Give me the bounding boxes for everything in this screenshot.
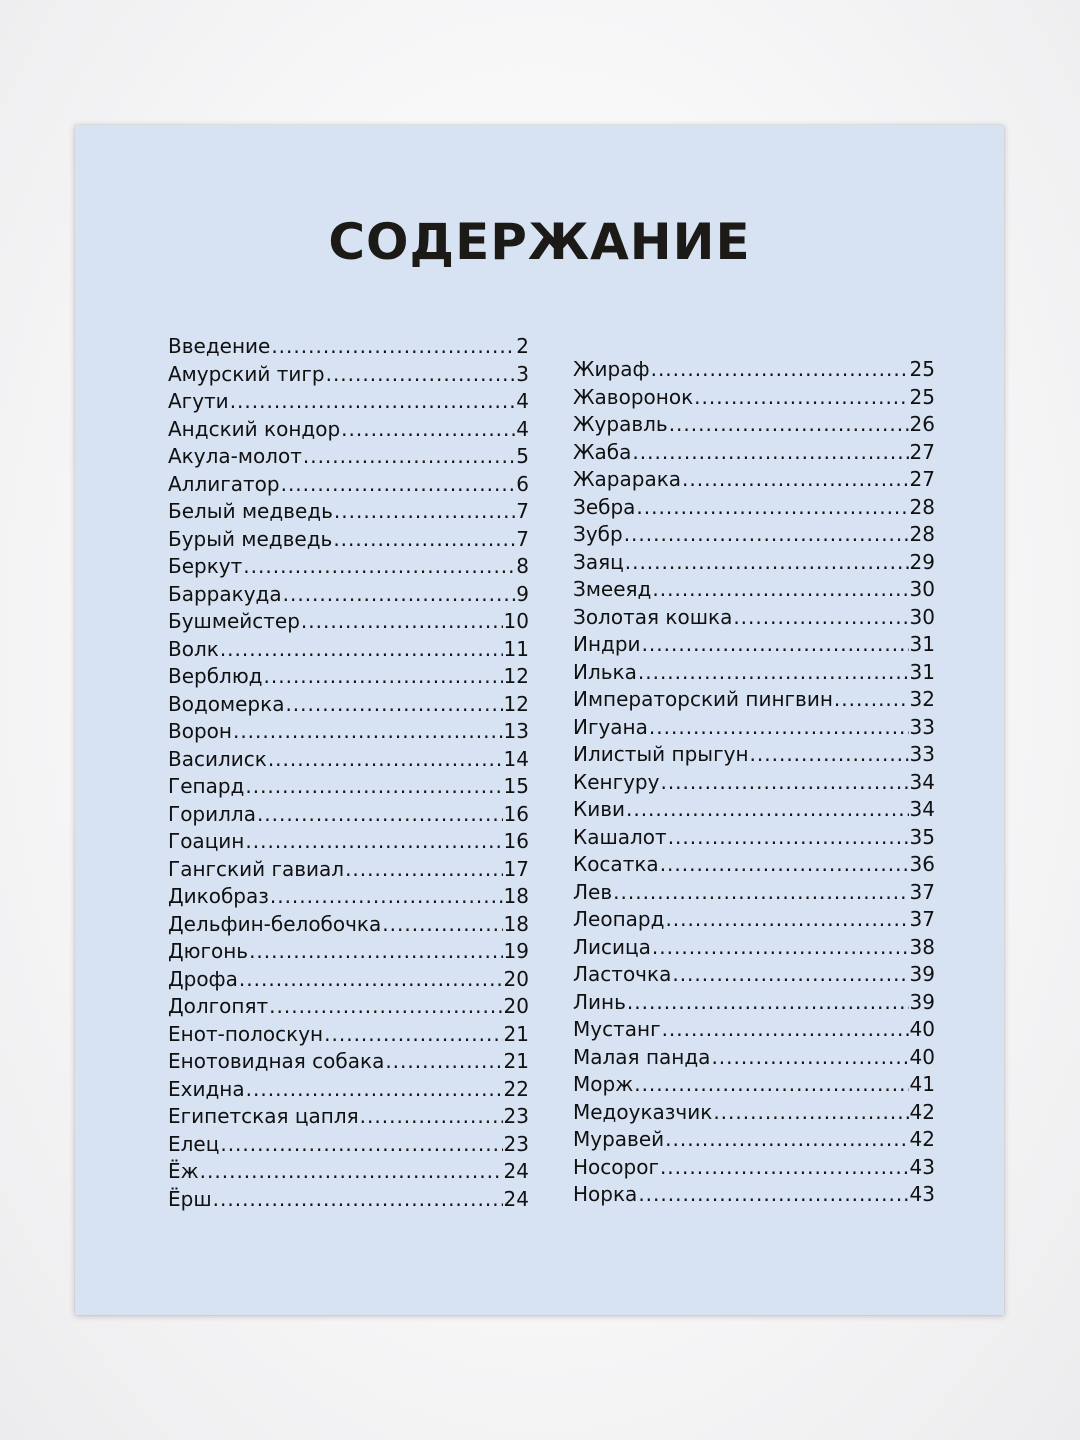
toc-entry-page: 39 <box>909 989 935 1014</box>
toc-entry-name: Журавль <box>573 412 668 436</box>
toc-entry-name: Гепард <box>168 774 245 798</box>
toc-entry <box>573 879 935 907</box>
toc-entry <box>168 636 529 664</box>
toc-entry-page: 10 <box>503 609 529 633</box>
toc-entry-name: Зубр <box>573 522 623 546</box>
toc-entry <box>168 883 529 911</box>
toc-entry <box>573 824 935 852</box>
toc-dot-leader <box>638 659 909 687</box>
toc-entry-name: Лисица <box>573 934 651 959</box>
toc-entry <box>573 494 935 522</box>
toc-entry-name: Киви <box>573 797 625 821</box>
toc-entry <box>168 581 529 609</box>
toc-entry-name: Ехидна <box>168 1076 245 1101</box>
toc-entry-name: Ёж <box>168 1159 199 1183</box>
toc-entry-name: Андский кондор <box>168 416 341 441</box>
toc-entry <box>573 604 935 632</box>
toc-entry-name: Египетская цапля <box>168 1104 359 1128</box>
toc-entry-name: Илька <box>573 659 637 684</box>
toc-entry-page: 16 <box>503 801 529 826</box>
toc-entry <box>573 1181 935 1209</box>
toc-dot-leader <box>245 828 502 856</box>
toc-entry-name: Агути <box>168 389 229 413</box>
toc-dot-leader <box>360 1103 503 1131</box>
toc-entry <box>168 333 529 361</box>
toc-entry-page: 27 <box>909 467 935 491</box>
toc-dot-leader <box>326 361 516 389</box>
toc-entry-name: Верблюд <box>168 664 263 688</box>
toc-entry-name: Ласточка <box>573 962 672 986</box>
toc-dot-leader <box>713 1099 908 1127</box>
toc-entry-page: 6 <box>516 471 529 496</box>
toc-dot-leader <box>733 604 908 632</box>
toc-entry <box>168 1158 529 1186</box>
toc-dot-leader <box>341 416 515 444</box>
toc-entry <box>168 1186 529 1214</box>
toc-dot-leader <box>269 993 502 1021</box>
toc-dot-leader <box>632 439 908 467</box>
toc-entry-page: 33 <box>909 742 935 766</box>
toc-dot-leader <box>220 636 503 664</box>
toc-entry <box>573 1016 935 1044</box>
toc-entry-name: Малая панда <box>573 1044 711 1069</box>
toc-entry <box>573 439 935 467</box>
toc-entry <box>573 411 935 439</box>
toc-entry-page: 32 <box>909 687 935 711</box>
toc-entry-page: 28 <box>909 522 935 546</box>
toc-entry-page: 26 <box>909 412 935 436</box>
toc-dot-leader <box>642 631 909 659</box>
toc-entry <box>573 934 935 962</box>
toc-entry-page: 8 <box>516 554 529 578</box>
toc-dot-leader <box>694 384 908 412</box>
toc-entry-page: 40 <box>909 1017 935 1041</box>
toc-entry-page: 20 <box>503 966 529 991</box>
toc-entry-page: 25 <box>909 357 935 381</box>
toc-entry <box>168 718 529 746</box>
toc-dot-leader <box>382 911 502 939</box>
toc-entry-name: Аллигатор <box>168 471 280 496</box>
toc-column-left <box>168 333 529 1213</box>
toc-entry <box>573 741 935 769</box>
toc-entry-page: 7 <box>516 526 529 551</box>
toc-entry-page: 30 <box>909 604 935 629</box>
toc-dot-leader <box>385 1048 502 1076</box>
toc-dot-leader <box>660 769 908 797</box>
toc-entry <box>573 961 935 989</box>
toc-entry-page: 18 <box>503 884 529 908</box>
toc-entry <box>573 631 935 659</box>
toc-dot-leader <box>651 356 909 384</box>
toc-entry-name: Долгопят <box>168 994 269 1018</box>
toc-entry-page: 42 <box>909 1127 935 1151</box>
toc-dot-leader <box>625 549 909 577</box>
toc-entry-page: 31 <box>909 659 935 684</box>
toc-entry-page: 2 <box>516 334 529 358</box>
toc-dot-leader <box>627 989 909 1017</box>
toc-entry-name: Введение <box>168 334 271 358</box>
toc-entry <box>573 521 935 549</box>
toc-dot-leader <box>652 576 908 604</box>
toc-entry <box>168 856 529 884</box>
toc-entry-name: Енот-полоскун <box>168 1021 324 1046</box>
toc-entry-page: 24 <box>503 1159 529 1183</box>
toc-dot-leader <box>301 608 503 636</box>
toc-entry-name: Дикобраз <box>168 884 269 908</box>
toc-entry-page: 36 <box>909 852 935 876</box>
toc-entry-name: Жираф <box>573 357 650 381</box>
toc-entry-name: Змееяд <box>573 577 652 601</box>
toc-entry-name: Жаворонок <box>573 384 694 409</box>
toc-entry-page: 4 <box>516 416 529 441</box>
toc-entry-name: Лев <box>573 879 613 904</box>
toc-entry-name: Муравей <box>573 1127 665 1151</box>
toc-entry-page: 31 <box>909 632 935 656</box>
toc-entry-page: 43 <box>909 1182 935 1206</box>
toc-entry-name: Гоацин <box>168 829 245 853</box>
toc-entry-page: 41 <box>909 1072 935 1096</box>
toc-entry <box>573 549 935 577</box>
toc-entry-page: 5 <box>516 444 529 468</box>
toc-entry-name: Амурский тигр <box>168 361 325 386</box>
toc-entry-page: 21 <box>503 1049 529 1073</box>
toc-entry-name: Леопард <box>573 907 665 931</box>
toc-entry-name: Елец <box>168 1131 220 1156</box>
toc-entry-name: Медоуказчик <box>573 1099 713 1124</box>
toc-entry-page: 37 <box>909 879 935 904</box>
toc-entry <box>573 1044 935 1072</box>
toc-entry-name: Бушмейстер <box>168 609 300 633</box>
toc-dot-leader <box>638 1181 908 1209</box>
toc-dot-leader <box>665 1126 908 1154</box>
toc-entry <box>573 1126 935 1154</box>
toc-dot-leader <box>668 824 909 852</box>
toc-entry <box>168 1103 529 1131</box>
toc-column-right <box>573 356 935 1209</box>
toc-entry-name: Дрофа <box>168 966 238 991</box>
toc-entry-page: 25 <box>909 384 935 409</box>
toc-dot-leader <box>271 333 515 361</box>
toc-dot-leader <box>634 1071 908 1099</box>
toc-dot-leader <box>200 1158 503 1186</box>
toc-entry-page: 15 <box>503 774 529 798</box>
toc-entry <box>573 714 935 742</box>
toc-entry-name: Жарарака <box>573 467 682 491</box>
toc-entry-page: 20 <box>503 994 529 1018</box>
toc-entry-name: Зебра <box>573 494 636 519</box>
toc-entry-name: Косатка <box>573 852 659 876</box>
toc-dot-leader <box>345 856 502 884</box>
toc-entry-page: 37 <box>909 907 935 931</box>
toc-entry <box>168 526 529 554</box>
toc-entry-page: 27 <box>909 439 935 464</box>
toc-entry-name: Заяц <box>573 549 624 574</box>
toc-entry-page: 19 <box>503 939 529 963</box>
toc-dot-leader <box>750 741 909 769</box>
toc-entry <box>573 796 935 824</box>
toc-entry <box>573 769 935 797</box>
toc-entry <box>168 361 529 389</box>
toc-dot-leader <box>669 411 909 439</box>
toc-entry-page: 21 <box>503 1021 529 1046</box>
toc-entry-name: Барракуда <box>168 581 282 606</box>
toc-entry-name: Морж <box>573 1072 634 1096</box>
toc-dot-leader <box>665 906 908 934</box>
toc-entry <box>573 356 935 384</box>
toc-entry-page: 4 <box>516 389 529 413</box>
toc-entry-name: Ворон <box>168 719 232 743</box>
toc-entry <box>168 388 529 416</box>
toc-entry <box>168 416 529 444</box>
toc-entry-name: Василиск <box>168 746 267 771</box>
toc-entry-name: Индри <box>573 632 641 656</box>
toc-entry-name: Дюгонь <box>168 939 249 963</box>
toc-entry-page: 11 <box>503 636 529 661</box>
toc-dot-leader <box>649 714 909 742</box>
toc-entry-page: 30 <box>909 577 935 601</box>
toc-entry-name: Илистый прыгун <box>573 742 749 766</box>
toc-entry-page: 40 <box>909 1044 935 1069</box>
toc-entry-page: 28 <box>909 494 935 519</box>
toc-entry-name: Дельфин-белобочка <box>168 911 382 936</box>
toc-entry <box>573 659 935 687</box>
toc-entry-page: 22 <box>503 1076 529 1101</box>
toc-entry-page: 39 <box>909 962 935 986</box>
toc-entry-name: Кенгуру <box>573 769 660 794</box>
toc-dot-leader <box>624 521 909 549</box>
toc-entry-page: 42 <box>909 1099 935 1124</box>
toc-entry-page: 38 <box>909 934 935 959</box>
toc-entry <box>573 1099 935 1127</box>
toc-entry-name: Линь <box>573 989 626 1014</box>
toc-entry <box>573 906 935 934</box>
toc-entry-name: Гангский гавиал <box>168 856 345 881</box>
book-page <box>75 125 1004 1315</box>
toc-entry-name: Норка <box>573 1182 638 1206</box>
toc-entry-page: 24 <box>503 1186 529 1211</box>
toc-entry-name: Бурый медведь <box>168 526 333 551</box>
toc-dot-leader <box>283 581 516 609</box>
toc-dot-leader <box>324 1021 502 1049</box>
toc-entry <box>573 989 935 1017</box>
toc-dot-leader <box>672 961 908 989</box>
toc-entry-page: 7 <box>516 499 529 523</box>
toc-dot-leader <box>213 1186 503 1214</box>
toc-entry-page: 18 <box>503 911 529 936</box>
toc-dot-leader <box>334 498 515 526</box>
toc-entry-name: Горилла <box>168 801 256 826</box>
toc-dot-leader <box>245 773 502 801</box>
toc-entry <box>168 773 529 801</box>
page-title: СОДЕРЖАНИЕ <box>328 213 751 271</box>
toc-entry-name: Носорог <box>573 1154 659 1179</box>
toc-entry <box>168 471 529 499</box>
toc-dot-leader <box>220 1131 502 1159</box>
toc-entry <box>168 993 529 1021</box>
toc-dot-leader <box>626 796 909 824</box>
toc-entry-page: 34 <box>909 797 935 821</box>
toc-entry-name: Жаба <box>573 439 632 464</box>
toc-entry-page: 29 <box>909 549 935 574</box>
toc-entry <box>168 801 529 829</box>
toc-entry-name: Кашалот <box>573 824 667 849</box>
toc-entry <box>573 466 935 494</box>
toc-entry-page: 14 <box>503 746 529 771</box>
toc-entry <box>168 608 529 636</box>
toc-entry <box>573 1154 935 1182</box>
toc-entry-page: 17 <box>503 856 529 881</box>
toc-entry-page: 33 <box>909 714 935 739</box>
toc-entry-name: Игуана <box>573 714 648 739</box>
toc-entry-name: Золотая кошка <box>573 604 733 629</box>
toc-dot-leader <box>281 471 516 499</box>
toc-entry <box>168 828 529 856</box>
toc-dot-leader <box>662 1016 909 1044</box>
toc-entry-page: 16 <box>503 829 529 853</box>
toc-dot-leader <box>249 938 502 966</box>
toc-entry <box>573 851 935 879</box>
toc-entry-name: Белый медведь <box>168 499 333 523</box>
toc-dot-leader <box>636 494 908 522</box>
toc-entry-name: Мустанг <box>573 1017 661 1041</box>
toc-entry <box>168 1131 529 1159</box>
toc-entry-page: 23 <box>503 1131 529 1156</box>
toc-dot-leader <box>613 879 908 907</box>
toc-entry <box>168 553 529 581</box>
toc-dot-leader <box>285 691 502 719</box>
toc-dot-leader <box>652 934 909 962</box>
toc-entry-name: Водомерка <box>168 691 285 716</box>
toc-entry-page: 34 <box>909 769 935 794</box>
toc-entry <box>168 911 529 939</box>
toc-dot-leader <box>333 526 515 554</box>
toc-entry <box>168 1048 529 1076</box>
toc-entry <box>168 1076 529 1104</box>
toc-entry <box>168 443 529 471</box>
toc-entry <box>573 686 935 714</box>
toc-entry-name: Акула-молот <box>168 444 302 468</box>
toc-entry <box>573 1071 935 1099</box>
toc-entry <box>168 938 529 966</box>
toc-dot-leader <box>303 443 515 471</box>
toc-dot-leader <box>264 663 503 691</box>
toc-entry <box>168 691 529 719</box>
toc-dot-leader <box>660 851 909 879</box>
toc-dot-leader <box>660 1154 909 1182</box>
toc-dot-leader <box>243 553 515 581</box>
toc-entry-page: 12 <box>503 691 529 716</box>
toc-entry-page: 3 <box>516 361 529 386</box>
toc-entry-name: Енотовидная собака <box>168 1049 385 1073</box>
toc-entry-page: 12 <box>503 664 529 688</box>
toc-dot-leader <box>268 746 503 774</box>
toc-dot-leader <box>270 883 503 911</box>
toc-entry-page: 13 <box>503 719 529 743</box>
toc-entry <box>573 576 935 604</box>
toc-entry-name: Волк <box>168 636 219 661</box>
toc-entry-page: 9 <box>516 581 529 606</box>
toc-entry-name: Ёрш <box>168 1186 212 1211</box>
toc-dot-leader <box>233 718 503 746</box>
toc-entry <box>168 498 529 526</box>
toc-dot-leader <box>682 466 909 494</box>
toc-dot-leader <box>246 1076 503 1104</box>
toc-entry-page: 23 <box>503 1104 529 1128</box>
toc-dot-leader <box>239 966 503 994</box>
toc-dot-leader <box>834 686 909 714</box>
toc-entry-page: 43 <box>909 1154 935 1179</box>
toc-entry <box>168 663 529 691</box>
toc-entry <box>168 966 529 994</box>
toc-entry <box>168 746 529 774</box>
toc-entry <box>573 384 935 412</box>
toc-dot-leader <box>257 801 503 829</box>
toc-dot-leader <box>711 1044 908 1072</box>
toc-dot-leader <box>230 388 516 416</box>
toc-entry-name: Императорский пингвин <box>573 687 833 711</box>
toc-entry-page: 35 <box>909 824 935 849</box>
toc-entry-name: Беркут <box>168 554 243 578</box>
toc-entry <box>168 1021 529 1049</box>
